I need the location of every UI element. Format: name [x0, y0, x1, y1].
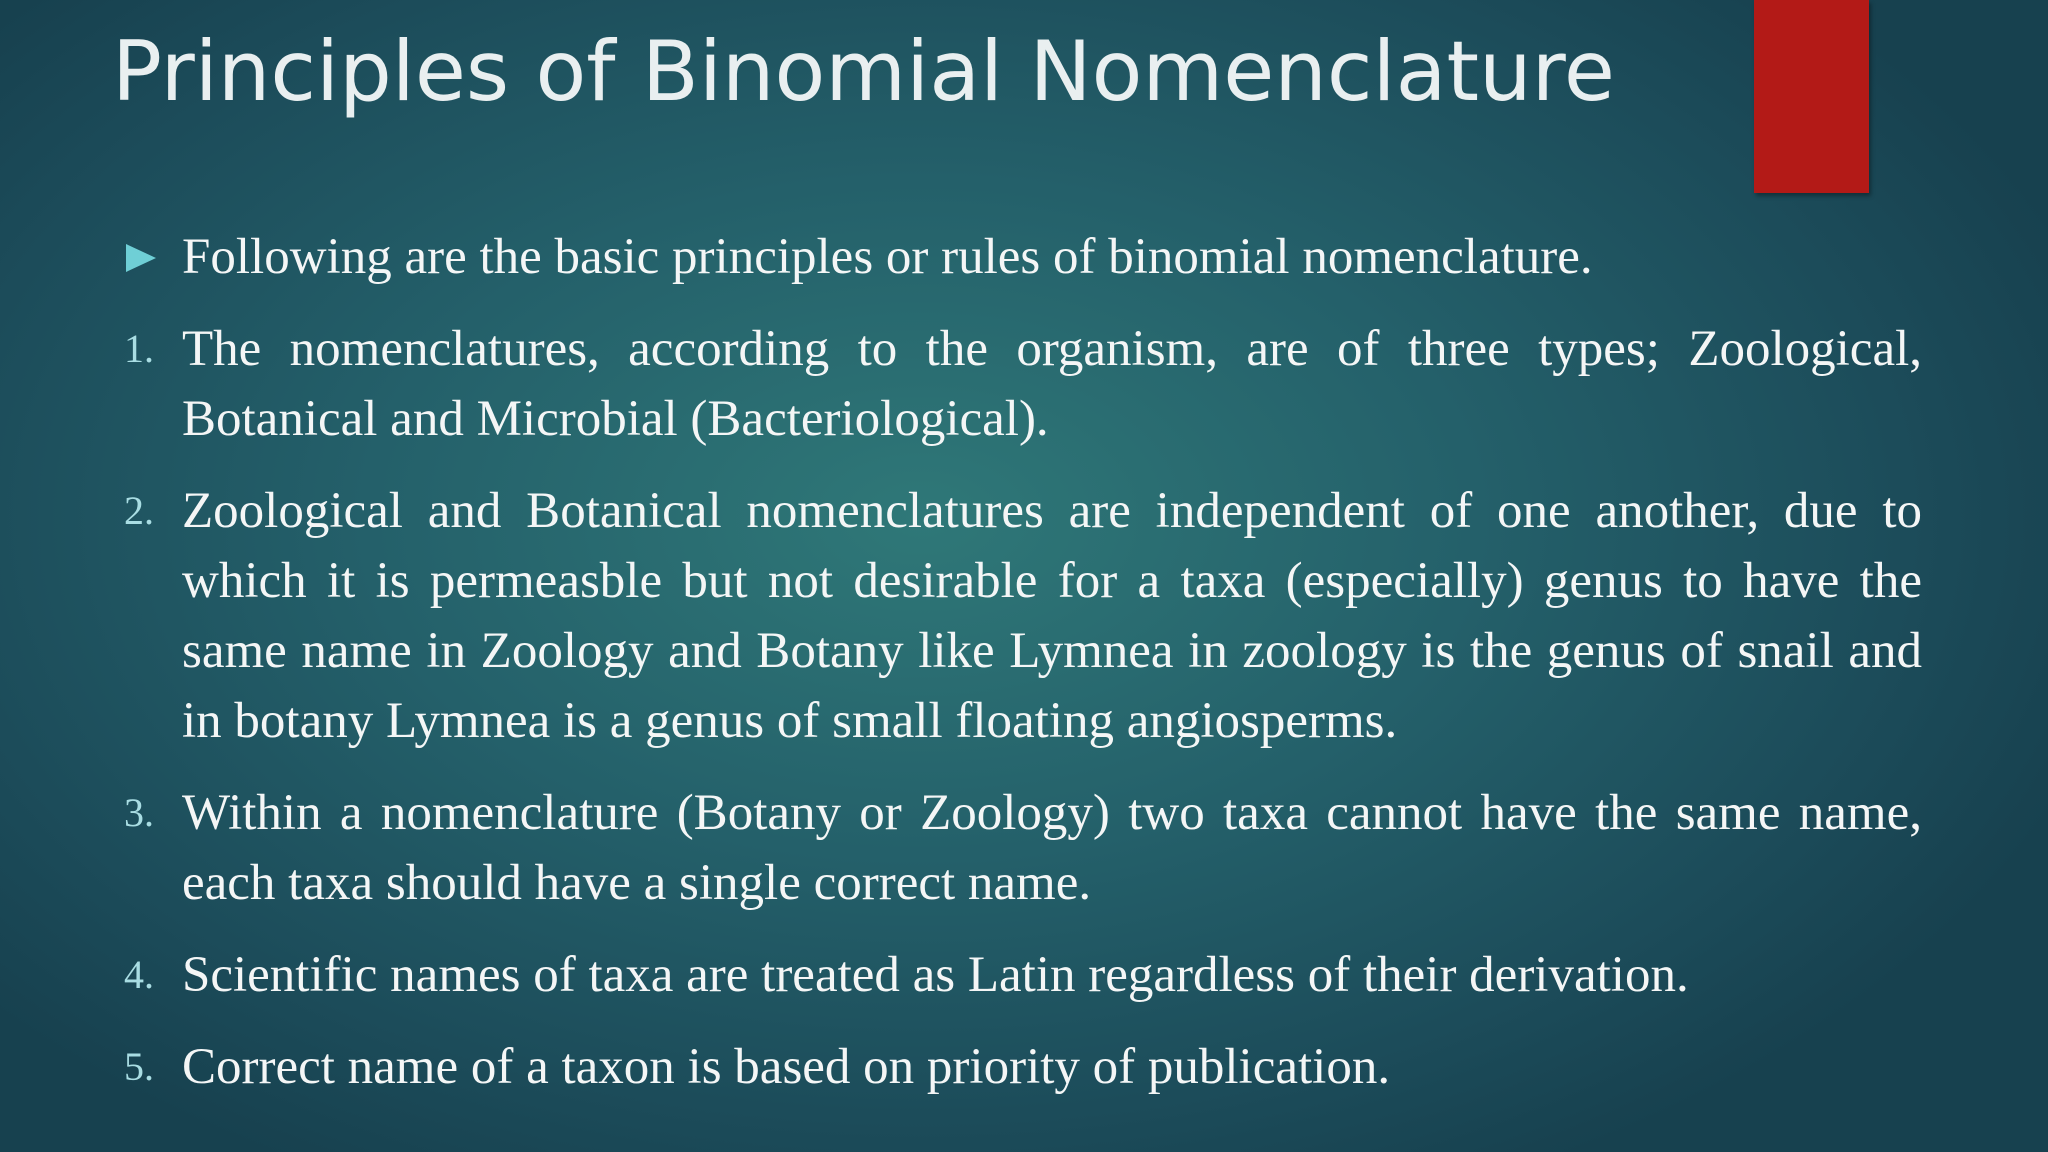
list-number: 4.: [124, 952, 154, 997]
list-item-3: [120, 778, 1922, 918]
list-item-5: [120, 1032, 1922, 1102]
list-number: 3.: [124, 790, 154, 835]
list-item-4: [120, 940, 1922, 1010]
accent-bar: [1754, 0, 1869, 193]
slide-content: [120, 222, 1922, 1102]
list-item-text: Zoological and Botanical nomenclatures are independent of one another, due to which it is permeasble but not desirable for a taxa (especially) genus to have the same name in Zoology and Botany like Lymnea in zoology is the genus of snail and in botany Lymnea is a genus of small floating angiosperms.: [182, 483, 1922, 749]
list-number: 2.: [124, 488, 154, 533]
triangle-bullet-icon: [126, 244, 156, 272]
intro-text: Following are the basic principles or rules of binomial nomenclature.: [182, 229, 1593, 285]
intro-bullet-item: [120, 222, 1922, 292]
list-item-text: The nomenclatures, according to the organism, are of three types; Zoological, Botanical and Microbial (Bacteriological).: [182, 321, 1922, 447]
list-item-1: [120, 314, 1922, 454]
list-item-text: Correct name of a taxon is based on priority of publication.: [182, 1039, 1391, 1095]
slide-title: Principles of Binomial Nomenclature: [112, 23, 1615, 120]
list-item-2: [120, 476, 1922, 756]
list-item-text: Scientific names of taxa are treated as Latin regardless of their derivation.: [182, 947, 1689, 1003]
list-number: 5.: [124, 1044, 154, 1089]
list-item-text: Within a nomenclature (Botany or Zoology) two taxa cannot have the same name, each taxa should have a single correct name.: [182, 785, 1922, 911]
list-number: 1.: [124, 326, 154, 371]
